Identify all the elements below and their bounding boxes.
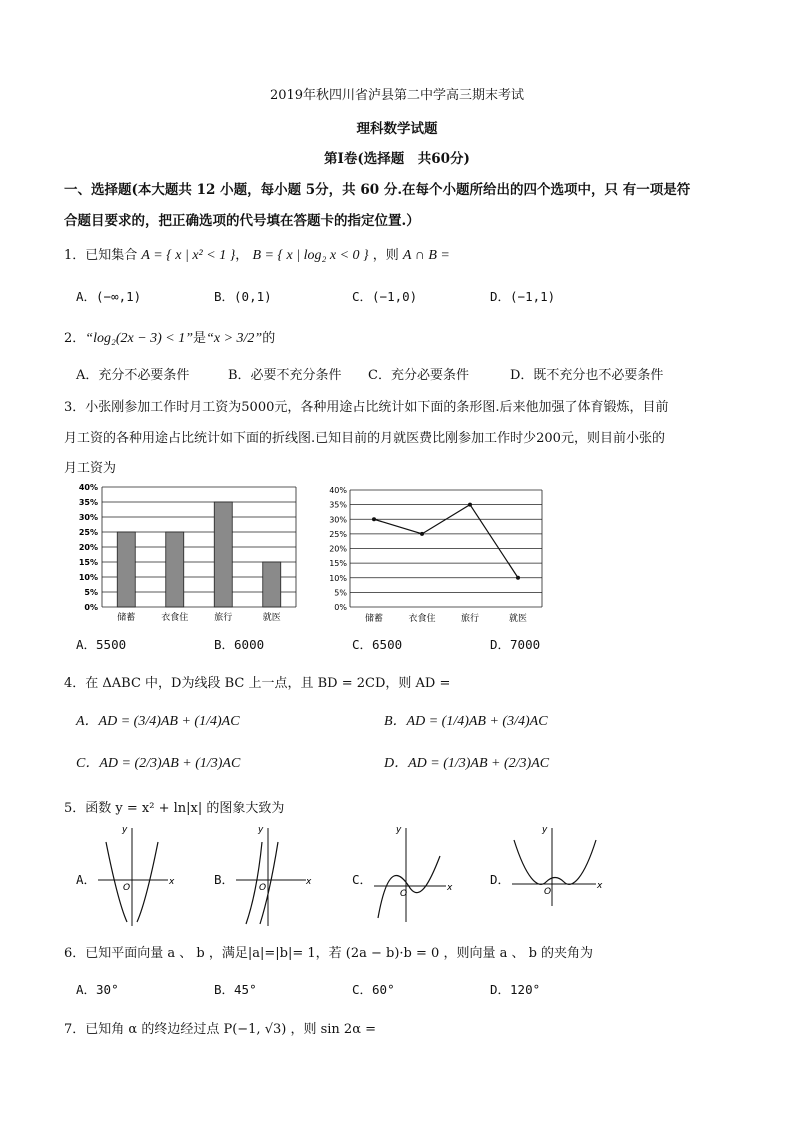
y-tick-label: 25% — [78, 528, 98, 537]
q1-set-b: B = { x | log₂ x < 0 } — [252, 248, 369, 263]
y-tick-label: 30% — [78, 513, 98, 522]
y-tick-label: 30% — [329, 515, 347, 525]
q2-number: 2． — [64, 331, 86, 346]
q7-stem: 7．已知角 α 的终边经过点 P(−1, √3) ，则 sin 2α = — [64, 1022, 376, 1037]
q3-option-c: C．6500 — [352, 637, 403, 652]
subject-title: 理科数学试题 — [356, 121, 438, 137]
exam-title: 2019年秋四川省泸县第二中学高三期末考试 — [269, 88, 525, 103]
x-tick-label: 储蓄 — [117, 613, 136, 623]
origin-label: O — [400, 889, 408, 899]
q4-option-d: D．AD = (1/3)AB + (2/3)AC — [384, 756, 550, 771]
bar-衣食住 — [166, 532, 184, 607]
section-instructions-line2: 合题目要求的，把正确选项的代号填在答题卡的指定位置.） — [64, 213, 420, 229]
y-tick-label: 15% — [329, 559, 347, 569]
q6-stem: 6．已知平面向量 a 、 b ，满足|a|=|b|= 1，若 (2a − b)·b = 0 ，则向量 a 、 b 的夹角为 — [64, 946, 594, 961]
q1-set-a: A = { x | x² < 1 } — [141, 248, 236, 263]
q2-de: 的 — [262, 331, 276, 346]
point-储蓄 — [372, 517, 376, 521]
y-tick-label: 35% — [329, 500, 347, 510]
bar-储蓄 — [117, 532, 135, 607]
q3-stem-line2: 月工资的各种用途占比统计如下面的折线图.已知目前的月就医费比刚参加工作时少200元，则目前小张的 — [64, 431, 665, 446]
q5-option-a: A． — [76, 872, 97, 887]
q5-graph-a — [96, 822, 176, 930]
q2-option-c: C．充分必要条件 — [368, 368, 469, 383]
q1-stem: 1．已知集合 A = { x | x² < 1 }， B = { x | log₂ x < 0 } ，则 A ∩ B = — [64, 248, 450, 263]
origin-label: O — [123, 883, 131, 893]
point-就医 — [516, 576, 520, 580]
x-tick-label: 就医 — [262, 613, 281, 623]
point-旅行 — [468, 503, 472, 507]
x-axis-label: x — [447, 883, 453, 893]
y-tick-label: 25% — [329, 529, 347, 539]
q4-option-c: C．AD = (2/3)AB + (1/3)AC — [76, 756, 241, 771]
q5-option-b: B． — [214, 872, 235, 887]
volume-title: 第Ⅰ卷(选择题 共60分) — [324, 151, 470, 167]
q3-option-d: D．7000 — [490, 637, 541, 652]
q2-stem — [64, 327, 275, 347]
q5-graph-d — [508, 822, 604, 930]
q6-option-c: C．60° — [352, 982, 395, 997]
y-axis-label: y — [258, 825, 264, 835]
line-chart — [318, 483, 548, 628]
q1-option-b: B．(0,1) — [214, 289, 272, 304]
q5-graph-c — [370, 822, 456, 930]
origin-label: O — [259, 883, 267, 893]
q1-expr: A ∩ B = — [402, 248, 450, 263]
q2-option-b: B．必要不充分条件 — [228, 368, 342, 383]
y-tick-label: 0% — [334, 603, 347, 612]
y-tick-label: 0% — [84, 603, 98, 612]
x-tick-label: 就医 — [508, 614, 528, 624]
x-axis-label: x — [169, 877, 175, 887]
y-axis-label: y — [542, 825, 548, 835]
q1-then: ，则 — [372, 248, 399, 263]
y-axis-label: y — [122, 825, 128, 835]
curve — [378, 856, 440, 918]
q6-option-a: A．30° — [76, 982, 119, 997]
q5-option-d: D． — [490, 872, 511, 887]
y-tick-label: 20% — [78, 543, 98, 552]
curve-left — [106, 842, 127, 922]
q2-option-d: D．既不充分也不必要条件 — [510, 368, 664, 383]
x-tick-label: 储蓄 — [364, 614, 384, 624]
series-line — [374, 505, 518, 578]
q4-stem: 4．在 ΔABC 中，D为线段 BC 上一点，且 BD = 2CD，则 AD = — [64, 676, 451, 691]
q3-stem-line1: 3．小张刚参加工作时月工资为5000元，各种用途占比统计如下面的条形图.后来他加强了体育锻炼，目前 — [64, 400, 669, 415]
q2-condition-b: “x > 3/2” — [206, 331, 263, 346]
q1-number: 1．已知集合 — [64, 248, 138, 263]
q3-option-b: B．6000 — [214, 637, 265, 652]
q1-option-d: D．(−1,1) — [490, 289, 556, 304]
q1-option-c: C．(−1,0) — [352, 289, 418, 304]
bar-就医 — [263, 562, 281, 607]
x-tick-label: 衣食住 — [161, 613, 189, 623]
origin-label: O — [544, 887, 552, 897]
q5-option-c: C． — [352, 872, 373, 887]
x-axis-label: x — [306, 877, 312, 887]
curve-right — [137, 842, 158, 922]
y-tick-label: 35% — [78, 498, 98, 507]
q2-is: 是 — [193, 331, 207, 346]
curve — [514, 840, 596, 884]
x-tick-label: 衣食住 — [408, 614, 436, 624]
q3-option-a: A．5500 — [76, 637, 127, 652]
y-tick-label: 20% — [329, 544, 347, 554]
q6-option-b: B．45° — [214, 982, 257, 997]
x-axis-label: x — [597, 881, 603, 891]
q5-graph-b — [232, 822, 312, 930]
q4-option-a: A．AD = (3/4)AB + (1/4)AC — [76, 714, 240, 729]
q5-stem: 5．函数 y = x² + ln|x| 的图象大致为 — [64, 801, 285, 816]
y-tick-label: 15% — [78, 558, 98, 567]
y-tick-label: 40% — [329, 486, 347, 495]
q1-option-a: A．(−∞,1) — [76, 289, 142, 304]
section-instructions-line1: 一、选择题(本大题共 12 小题，每小题 5分，共 60 分.在每个小题所给出的四个选项中，只 有一项是符 — [64, 182, 691, 198]
y-tick-label: 40% — [78, 483, 98, 492]
bar-chart — [60, 480, 310, 630]
q3-stem-line3: 月工资为 — [64, 461, 117, 476]
point-衣食住 — [420, 532, 424, 536]
y-axis-label: y — [396, 825, 402, 835]
q6-option-d: D．120° — [490, 982, 541, 997]
bar-旅行 — [214, 502, 232, 607]
y-tick-label: 5% — [334, 588, 347, 598]
x-tick-label: 旅行 — [214, 613, 233, 623]
x-tick-label: 旅行 — [460, 614, 480, 624]
q4-option-b: B．AD = (1/4)AB + (3/4)AC — [384, 714, 548, 729]
y-tick-label: 5% — [84, 588, 98, 597]
q2-option-a: A．充分不必要条件 — [76, 368, 190, 383]
y-tick-label: 10% — [329, 573, 347, 583]
q2-condition-a: “log₂(2x − 3) < 1” — [85, 331, 194, 346]
y-tick-label: 10% — [78, 573, 98, 582]
